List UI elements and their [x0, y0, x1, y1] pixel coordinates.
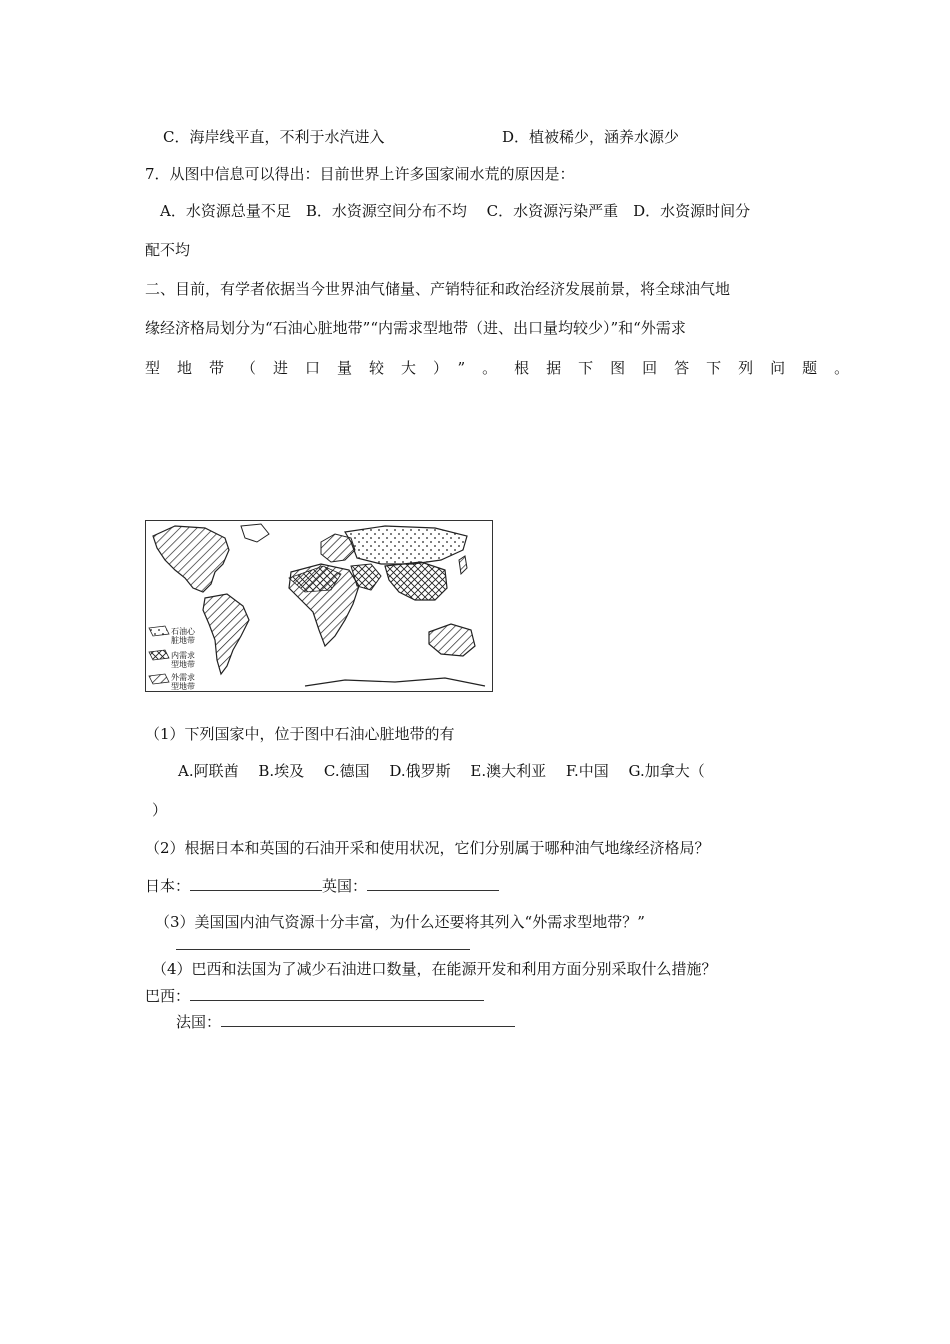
q7-options: A．水资源总量不足 B．水资源空间分布不均 C．水资源污染严重 D．水资源时间分	[160, 202, 751, 220]
q4-stem: （4）巴西和法国为了减少石油进口数量，在能源开发和利用方面分别采取什么措施？	[152, 960, 717, 978]
q6-option-c: C．海岸线平直，不利于水汽进入	[163, 128, 385, 146]
section2-intro-line3: 型地带（进口量较大）”。根据下图回答下列问题。	[145, 359, 867, 377]
q3-answer-row	[176, 934, 470, 955]
q3-stem: （3）美国国内油气资源十分丰富，为什么还要将其列入“外需求型地带？”	[155, 913, 645, 931]
q7-options-continued: 配不均	[145, 241, 191, 259]
q3-blank[interactable]	[176, 934, 470, 950]
q2-answer-row	[145, 875, 499, 896]
q2-japan-label: 日本：	[145, 877, 191, 895]
section2-intro-line2: 缘经济格局划分为“石油心脏地带”“内需求型地带（进、出口量均较少）”和“外需求	[145, 319, 686, 337]
map-legend	[149, 626, 196, 691]
q2-stem: （2）根据日本和英国的石油开采和使用状况，它们分别属于哪种油气地缘经济格局？	[145, 839, 710, 857]
world-oil-map	[145, 520, 493, 692]
q4-france-blank[interactable]	[221, 1011, 515, 1027]
q1-stem: （1）下列国家中，位于图中石油心脏地带的有	[145, 725, 455, 743]
section2-intro-line1: 二、目前，有学者依据当今世界油气储量、产销特征和政治经济发展前景，将全球油气地	[145, 280, 731, 298]
q4-france-label: 法国：	[176, 1013, 222, 1031]
q4-brazil-blank[interactable]	[190, 985, 484, 1001]
legend-oil-heartland-l2: 脏地带	[171, 636, 195, 645]
q1-close-paren: ）	[152, 801, 168, 819]
q4-brazil-row	[145, 985, 484, 1006]
legend-domestic-demand-l1: 内需求	[171, 651, 195, 660]
legend-oil-heartland-l1: 石油心	[171, 627, 195, 636]
legend-external-demand-l1: 外需求	[171, 673, 195, 682]
q2-uk-label: 英国：	[322, 877, 368, 895]
q4-brazil-label: 巴西：	[145, 987, 191, 1005]
q7-stem: 7．从图中信息可以得出：目前世界上许多国家闹水荒的原因是：	[145, 165, 575, 183]
q2-japan-blank[interactable]	[190, 875, 322, 891]
q2-uk-blank[interactable]	[367, 875, 499, 891]
legend-domestic-demand-l2: 型地带	[171, 660, 195, 669]
legend-external-demand-l2: 型地带	[171, 682, 195, 691]
q1-options: A.阿联酋 B.埃及 C.德国 D.俄罗斯 E.澳大利亚 F.中国 G.加拿大（	[178, 762, 705, 780]
q4-france-row	[176, 1011, 515, 1032]
q6-option-d: D．植被稀少，涵养水源少	[502, 128, 680, 146]
